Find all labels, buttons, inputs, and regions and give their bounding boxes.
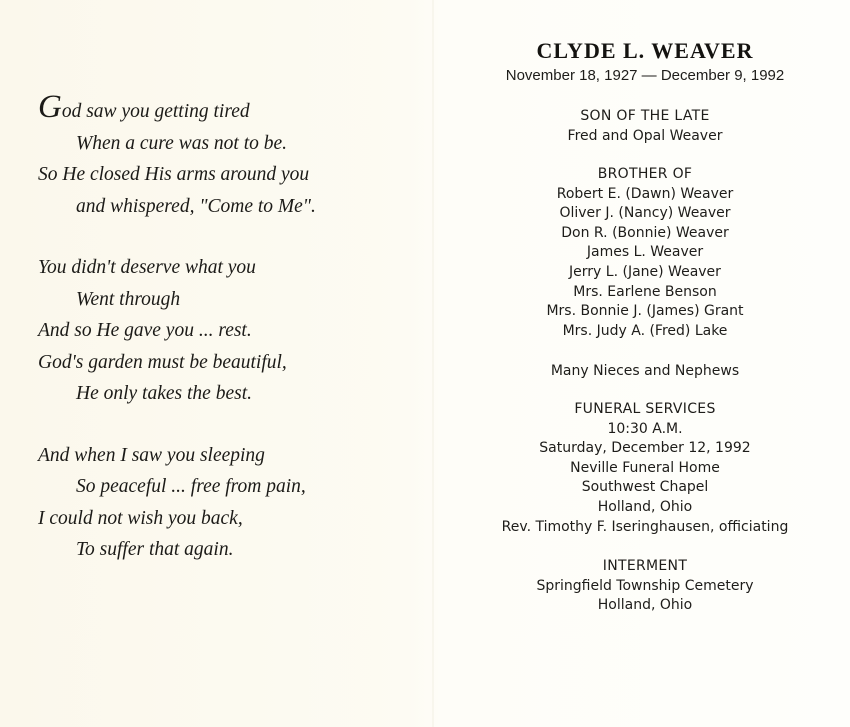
poem-stanza (38, 440, 418, 566)
poem-line: So He closed His arms around you (38, 164, 310, 185)
section-line: Mrs. Judy A. (Fred) Lake (562, 322, 728, 339)
right-panel-obituary (440, 0, 850, 727)
section-line: Mrs. Bonnie J. (James) Grant (546, 303, 744, 320)
section-heading: SON OF THE LATE (580, 108, 710, 124)
section-line: Robert E. (Dawn) Weaver (556, 185, 734, 202)
section-line: James L. Weaver (586, 244, 704, 261)
poem-line: Went through (76, 288, 181, 310)
section-line: Southwest Chapel (581, 479, 709, 496)
section-line: Springfield Township Cemetery (536, 577, 754, 594)
poem-line: To suffer that again. (76, 539, 234, 560)
section-line: Neville Funeral Home (570, 459, 720, 476)
poem-line: And when I saw you sleeping (38, 444, 265, 466)
section-son-of (440, 107, 850, 146)
section-brother-of (440, 165, 850, 341)
section-line: Holland, Ohio (597, 597, 693, 614)
section-line: Jerry L. (Jane) Weaver (569, 263, 721, 280)
section-line: Saturday, December 12, 1992 (539, 440, 751, 457)
section-heading: BROTHER OF (597, 166, 693, 182)
section-line: Holland, Ohio (597, 498, 693, 515)
poem (38, 89, 418, 566)
section-line: Mrs. Earlene Benson (573, 283, 717, 300)
section-heading: INTERMENT (602, 558, 688, 574)
section-line: 10:30 A.M. (607, 420, 683, 437)
poem-line: and whispered, "Come to Me". (76, 195, 316, 217)
poem-line: He only takes the best. (76, 383, 252, 404)
poem-line: So peaceful ... free from pain, (76, 476, 306, 497)
poem-stanza (38, 89, 418, 222)
deceased-name: CLYDE L. WEAVER (536, 38, 754, 63)
section-funeral-services (440, 400, 850, 537)
poem-line: I could not wish you back, (38, 507, 243, 529)
poem-line-text: od saw you getting tired (61, 101, 250, 122)
section-heading: FUNERAL SERVICES (574, 401, 716, 417)
section-line: Don R. (Bonnie) Weaver (561, 224, 729, 241)
section-line: Oliver J. (Nancy) Weaver (559, 205, 731, 222)
section-line: Rev. Timothy F. Iseringhausen, officiating (501, 518, 789, 535)
poem-line: And so He gave you ... rest. (38, 320, 252, 341)
life-dates: November 18, 1927 — December 9, 1992 (505, 67, 785, 84)
section-line: Fred and Opal Weaver (567, 127, 723, 144)
poem-dropcap: G (38, 89, 62, 125)
poem-line: You didn't deserve what you (38, 257, 256, 278)
card-fold-line (432, 0, 434, 727)
poem-line (38, 89, 418, 128)
section-line: Many Nieces and Nephews (550, 363, 740, 379)
section-interment (440, 557, 850, 616)
poem-stanza (38, 252, 418, 410)
poem-line: God's garden must be beautiful, (38, 351, 287, 373)
poem-line: When a cure was not to be. (76, 132, 288, 154)
section-nieces-nephews (440, 362, 850, 382)
